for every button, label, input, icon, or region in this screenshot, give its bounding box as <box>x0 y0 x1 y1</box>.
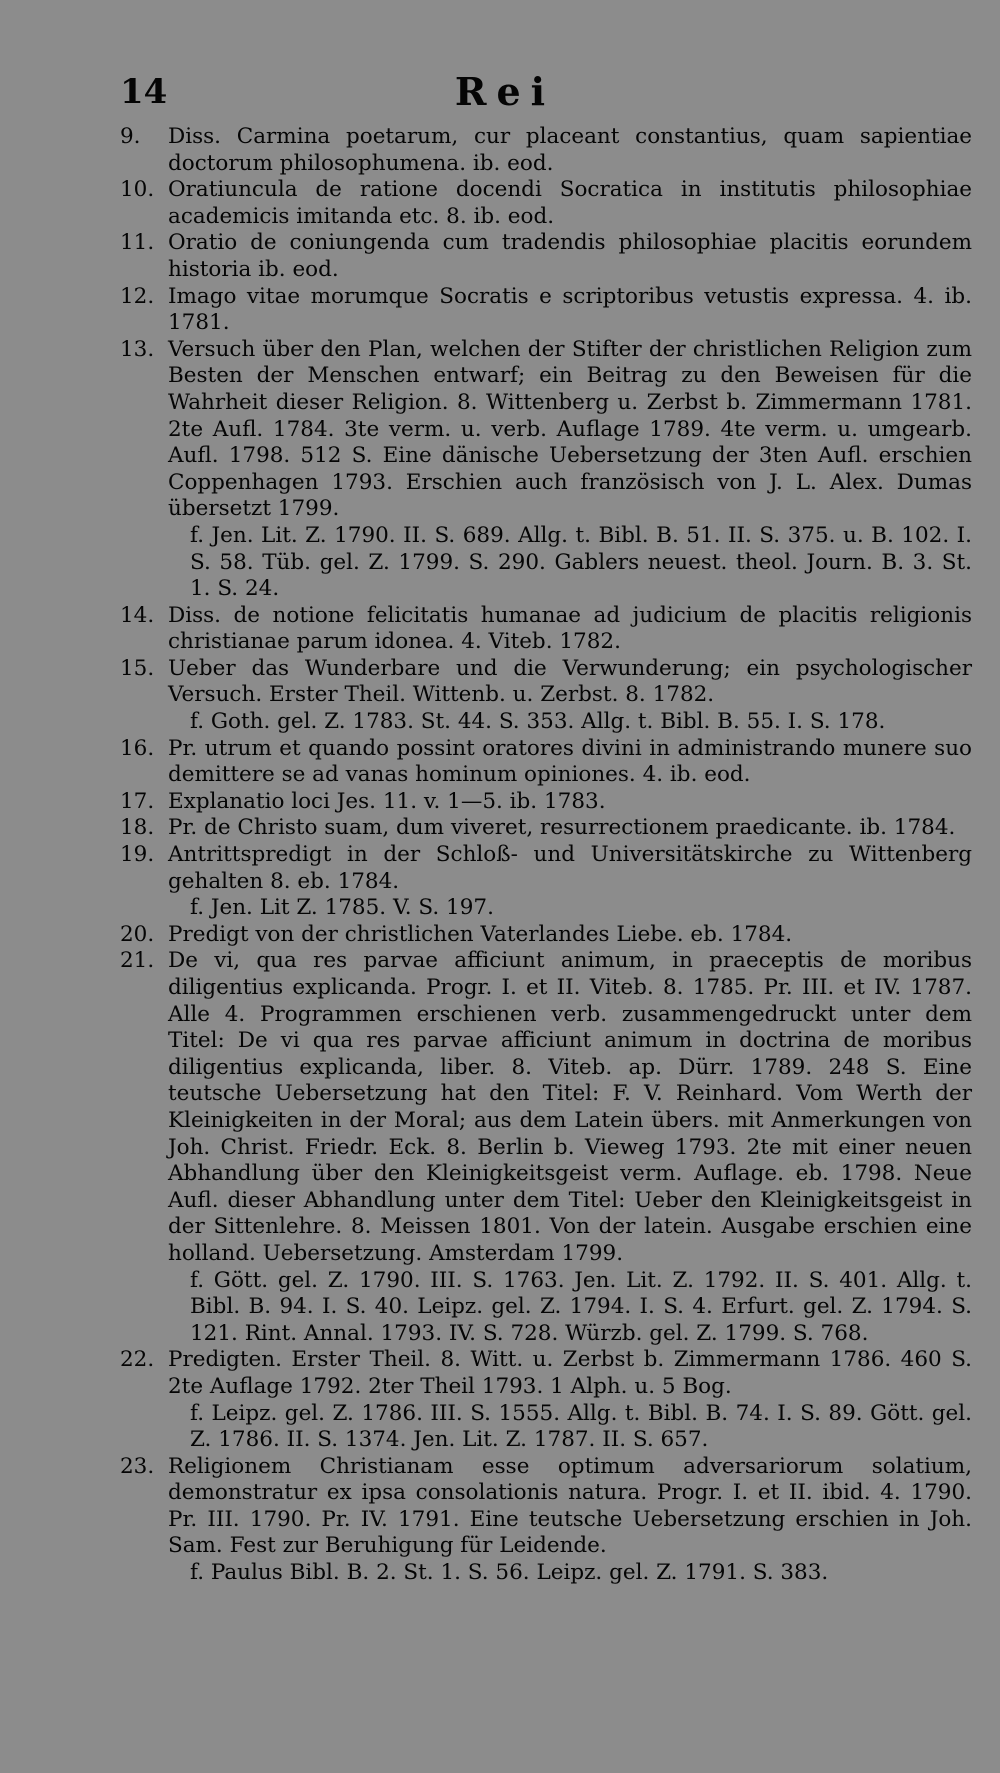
entry-references: f. Goth. gel. Z. 1783. St. 44. S. 353. Allg. t. Bibl. B. 55. I. S. 178. <box>190 709 886 735</box>
entry-number: 22. <box>120 1347 155 1373</box>
bibliography-entry <box>112 815 972 842</box>
entry-text: Pr. de Christo suam, dum viveret, resurrectionem praedicante. ib. 1784. <box>168 815 956 841</box>
entry-references: f. Jen. Lit. Z. 1790. II. S. 689. Allg. t. Bibl. B. 51. II. S. 375. u. B. 102. I. S. 58. Tüb. gel. Z. 1799. S. 290. Gablers neuest. theol. Journ. B. 3. St. 1. S. 24. <box>190 522 972 602</box>
entry-references: f. Paulus Bibl. B. 2. St. 1. S. 56. Leipz. gel. Z. 1791. S. 383. <box>190 1560 829 1586</box>
entry-number: 9. <box>120 124 141 149</box>
bibliography-entry <box>112 1454 972 1587</box>
entry-text: Oratiuncula de ratione docendi Socratica in institutis philosophiae academicis imitanda etc. 8. ib. eod. <box>168 177 972 229</box>
entry-number: 23. <box>120 1453 155 1479</box>
bibliography-entry <box>112 789 972 816</box>
bibliography-entry <box>112 124 972 177</box>
bibliography-entry <box>112 736 972 789</box>
entry-number: 20. <box>120 921 155 947</box>
entry-references: f. Jen. Lit Z. 1785. V. S. 197. <box>190 895 494 921</box>
entry-text: Diss. de notione felicitatis humanae ad judicium de placitis religionis christianae parum idonea. 4. Viteb. 1782. <box>168 602 972 655</box>
entry-text: Predigten. Erster Theil. 8. Witt. u. Zerbst b. Zimmermann 1786. 460 S. 2te Auflage 1792. 2ter Theil 1793. 1 Alph. u. 5 Bog. <box>168 1347 972 1399</box>
bibliography-entry <box>112 177 972 230</box>
entry-text: Pr. utrum et quando possint oratores divini in administrando munere suo demittere se ad vanas hominum opiniones. 4. ib. eod. <box>168 735 972 788</box>
entry-number: 14. <box>120 602 155 628</box>
bibliography-entry <box>112 842 972 922</box>
entry-text: Diss. Carmina poetarum, cur placeant constantius, quam sapientiae doctorum philosophumena. ib. eod. <box>168 124 972 176</box>
entry-number: 18. <box>120 815 155 841</box>
entry-text: Versuch über den Plan, welchen der Stifter der christlichen Religion zum Besten der Menschen entwarf; ein Beitrag zu den Beweisen für die Wahrheit dieser Religion. 8. Wittenberg u. Zerbst b. Zimmermann 1781. 2te Aufl. 1784. 3te verm. u. verb. Auflage 1789. 4te verm. u. umgearb. Aufl. 1798. 512 S. Eine dänische Uebersetzung der 3ten Aufl. erschien Coppenhagen 1793. Erschien auch französisch von J. L. Alex. Dumas übersetzt 1799. <box>168 336 972 522</box>
entry-references: f. Leipz. gel. Z. 1786. III. S. 1555. Allg. t. Bibl. B. 74. I. S. 89. Gött. gel. Z. 1786. II. S. 1374. Jen. Lit. Z. 1787. II. S. 657. <box>190 1400 972 1453</box>
bibliography-entry <box>112 603 972 656</box>
bibliography-entry <box>112 230 972 283</box>
bibliography-entry <box>112 922 972 949</box>
bibliography-entry <box>112 337 972 603</box>
page-number: 14 <box>120 72 168 112</box>
entry-text: Imago vitae morumque Socratis e scriptoribus vetustis expressa. 4. ib. 1781. <box>168 283 972 336</box>
bibliography-entry <box>112 656 972 736</box>
entry-number: 12. <box>120 283 155 309</box>
entry-text: De vi, qua res parvae afficiunt animum, in praeceptis de moribus diligentius explicanda. Progr. I. et II. Viteb. 8. 1785. Pr. III. et IV. 1787. Alle 4. Programmen erschienen verb. zusammengedruckt unter dem Titel: De vi qua res parvae afficiunt animum in doctrina de moribus diligentius explicanda, liber. 8. Viteb. ap. Dürr. 1789. 248 S. Eine teutsche Uebersetzung hat den Titel: F. V. Reinhard. Vom Werth der Kleinigkeiten in der Moral; aus dem Latein übers. mit Anmerkungen von Joh. Christ. Friedr. Eck. 8. Berlin b. Vieweg 1793. 2te mit einer neuen Abhandlung über den Kleinigkeitsgeist verm. Auflage. eb. 1798. Neue Aufl. dieser Abhandlung unter dem Titel: Ueber den Kleinigkeitsgeist in der Sittenlehre. 8. Meissen 1801. Von der latein. Ausgabe erschien eine holland. Uebersetzung. Amsterdam 1799. <box>168 948 972 1266</box>
entry-references: f. Gött. gel. Z. 1790. III. S. 1763. Jen. Lit. Z. 1792. II. S. 401. Allg. t. Bibl. B. 94. I. S. 40. Leipz. gel. Z. 1794. I. S. 4. Erfurt. gel. Z. 1794. S. 121. Rint. Annal. 1793. IV. S. 728. Würzb. gel. Z. 1799. S. 768. <box>190 1267 972 1346</box>
bibliography-list <box>112 124 972 1587</box>
entry-number: 10. <box>120 177 155 203</box>
entry-text: Religionem Christianam esse optimum adversariorum solatium, demonstratur ex ipsa consolationis natura. Progr. I. et II. ibid. 4. 1790. Pr. III. 1790. Pr. IV. 1791. Eine teutsche Uebersetzung erschien in Joh. Sam. Fest zur Beruhigung für Leidende. <box>168 1453 972 1559</box>
bibliography-entry <box>112 1347 972 1453</box>
entry-text: Predigt von der christlichen Vaterlandes Liebe. eb. 1784. <box>168 921 793 947</box>
entry-number: 11. <box>120 230 155 256</box>
entry-number: 21. <box>120 948 155 974</box>
bibliography-entry <box>112 948 972 1347</box>
entry-text: Antrittspredigt in der Schloß- und Universitätskirche zu Wittenberg gehalten 8. eb. 1784. <box>168 842 972 894</box>
entry-number: 13. <box>120 336 155 362</box>
entry-number: 16. <box>120 735 155 761</box>
entry-text: Explanatio loci Jes. 11. v. 1—5. ib. 1783. <box>168 788 606 814</box>
entry-text: Oratio de coniungenda cum tradendis philosophiae placitis eorundem historia ib. eod. <box>168 230 972 282</box>
entry-number: 15. <box>120 655 155 681</box>
entry-text: Ueber das Wunderbare und die Verwunderung; ein psychologischer Versuch. Erster Theil. Wittenb. u. Zerbst. 8. 1782. <box>168 655 972 708</box>
entry-number: 17. <box>120 788 155 814</box>
running-head: Rei <box>454 69 556 114</box>
page-header <box>120 69 890 120</box>
entry-number: 19. <box>120 842 155 868</box>
bibliography-entry <box>112 284 972 337</box>
